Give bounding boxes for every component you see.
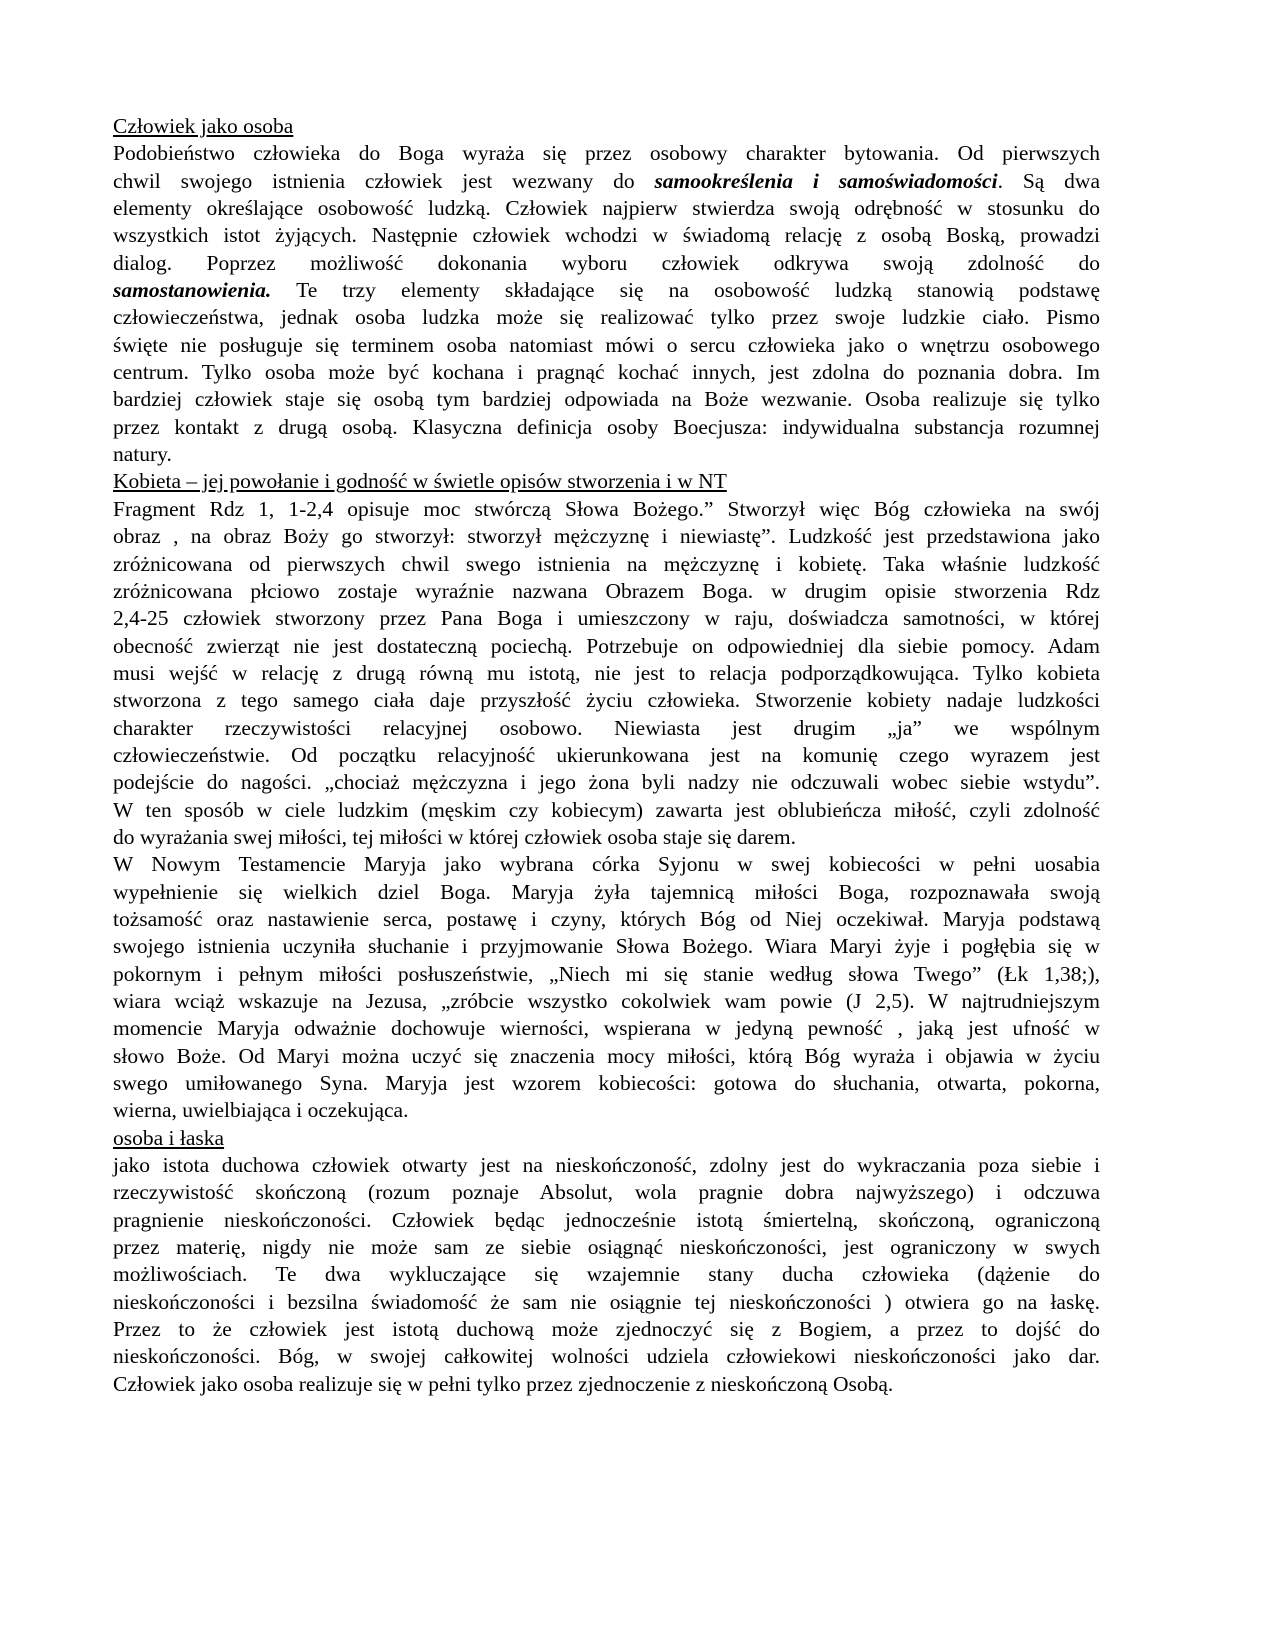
text-line: przez kontakt z drugą osobą. Klasyczna definicja osoby Boecjusza: indywidualna substancja rozumnej — [113, 414, 1100, 439]
text-line: słowo Boże. Od Maryi można uczyć się znaczenia mocy miłości, którą Bóg wyraża i objawia w życiu — [113, 1043, 1100, 1068]
text-line: swego umiłowanego Syna. Maryja jest wzorem kobiecości: gotowa do słuchania, otwarta, pokorna, — [113, 1071, 1100, 1096]
text-line: Fragment Rdz 1, 1-2,4 opisuje moc stwórczą Słowa Bożego.” Stworzył więc Bóg człowieka na swój — [113, 496, 1100, 521]
paragraph — [113, 851, 1100, 1124]
emphasized-term: samostanowienia. — [113, 278, 272, 303]
text-line: W ten sposób w ciele ludzkim (męskim czy kobiecym) zawarta jest oblubieńcza miłość, czyli zdolność — [113, 797, 1100, 822]
text-line: stworzona z tego samego ciała daje przyszłość życiu człowieka. Stworzenie kobiety nadaje ludzkości — [113, 688, 1100, 713]
text-line: tożsamość oraz nastawienie serca, postawę i czyny, których Bóg od Niej oczekiwał. Maryja podstawą — [113, 906, 1100, 931]
text-line: Przez to że człowiek jest istotą duchową może zjednoczyć się z Bogiem, a przez to dojść do — [113, 1317, 1100, 1342]
section-heading: Kobieta – jej powołanie i godność w świetle opisów stworzenia i w NT — [113, 469, 727, 494]
paragraph — [113, 1152, 1100, 1398]
text-line: dialog. Poprzez możliwość dokonania wyboru człowiek odkrywa swoją zdolność do — [113, 250, 1100, 275]
text-line: człowieczeństwie. Od początku relacyjność ukierunkowana jest na komunię czego wyrazem jest — [113, 742, 1100, 767]
text-line: człowieczeństwa, jednak osoba ludzka może się realizować tylko przez swoje ludzkie ciało. Pismo — [113, 305, 1100, 330]
document-section — [113, 468, 1100, 1124]
text-line: W Nowym Testamencie Maryja jako wybrana córka Syjonu w swej kobiecości w pełni uosabia — [113, 852, 1100, 877]
text-line: natury. — [113, 442, 172, 467]
text-line: musi wejść w relację z drugą równą mu istotą, nie jest to relacja podporządkowująca. Tylko kobieta — [113, 660, 1100, 685]
document-page — [113, 113, 1100, 1398]
text-run: chwil swojego istnienia człowiek jest wezwany do — [113, 168, 655, 193]
text-line: nieskończoności. Bóg, w swojej całkowitej wolności udziela człowiekowi nieskończoności jako dar. — [113, 1344, 1100, 1369]
text-line: pragnienie nieskończoności. Człowiek będąc jednocześnie istotą śmiertelną, skończoną, ograniczoną — [113, 1207, 1100, 1232]
text-line: wszystkich istot żyjących. Następnie człowiek wchodzi w świadomą relację z osobą Boską, prowadzi — [113, 223, 1100, 248]
text-line: Człowiek jako osoba realizuje się w pełni tylko przez zjednoczenie z nieskończoną Osobą. — [113, 1371, 894, 1396]
paragraph — [113, 496, 1100, 851]
text-line: możliwościach. Te dwa wykluczające się wzajemnie stany ducha człowieka (dążenie do — [113, 1262, 1100, 1287]
text-line: obraz , na obraz Boży go stworzył: stworzył mężczyznę i niewiastę”. Ludzkość jest przedstawiona jako — [113, 524, 1100, 549]
text-line: pokornym i pełnym miłości posłuszeństwie, „Niech mi się stanie według słowa Twego” (Łk 1,38;), — [113, 961, 1100, 986]
text-line: zróżnicowana od pierwszych chwil swego istnienia na mężczyznę i kobietę. Taka właśnie ludzkość — [113, 551, 1100, 576]
text-line: wypełnienie się wielkich dziel Boga. Maryja żyła tajemnicą miłości Boga, rozpoznawała swoją — [113, 879, 1100, 904]
document-section — [113, 113, 1100, 468]
text-line: wierna, uwielbiająca i oczekująca. — [113, 1098, 409, 1123]
text-line: jako istota duchowa człowiek otwarty jest na nieskończoność, zdolny jest do wykraczania poza siebie i — [113, 1153, 1100, 1178]
text-line: podejście do nagości. „chociaż mężczyzna i jego żona byli nadzy nie odczuwali wobec siebie wstydu”. — [113, 770, 1100, 795]
section-heading: osoba i łaska — [113, 1125, 225, 1150]
text-line: nieskończoności i bezsilna świadomość że sam nie osiągnie tej nieskończoności ) otwiera go na łaskę. — [113, 1289, 1100, 1314]
text-line: bardziej człowiek staje się osobą tym bardziej odpowiada na Boże wezwanie. Osoba realizuje się tylko — [113, 387, 1100, 412]
section-heading: Człowiek jako osoba — [113, 114, 294, 138]
text-line: 2,4-25 człowiek stworzony przez Pana Boga i umieszczony w raju, doświadcza samotności, w której — [113, 606, 1100, 631]
text-line: elementy określające osobowość ludzką. Człowiek najpierw stwierdza swoją odrębność w stosunku do — [113, 196, 1100, 221]
paragraph — [113, 140, 1100, 468]
document-section — [113, 1125, 1100, 1398]
text-line: przez materię, nigdy nie może sam ze siebie osiągnąć nieskończoności, jest ograniczony w swych — [113, 1235, 1100, 1260]
text-line: swojego istnienia uczyniła słuchanie i przyjmowanie Słowa Bożego. Wiara Maryi żyje i pogłębia się w — [113, 934, 1100, 959]
text-line: momencie Maryja odważnie dochowuje wierności, wspierana w jedyną pewność , jaką jest ufność w — [113, 1016, 1100, 1041]
text-line: obecność zwierząt nie jest dostateczną pociechą. Potrzebuje on odpowiedniej dla siebie pomocy. Adam — [113, 633, 1100, 658]
emphasized-term: samookreślenia i samoświadomości — [654, 168, 998, 193]
text-line: rzeczywistość skończoną (rozum poznaje Absolut, wola pragnie dobra najwyższego) i odczuwa — [113, 1180, 1100, 1205]
text-line: centrum. Tylko osoba może być kochana i pragnąć kochać innych, jest zdolna do poznania dobra. Im — [113, 360, 1100, 385]
text-line: zróżnicowana płciowo zostaje wyraźnie nazwana Obrazem Boga. w drugim opisie stworzenia Rdz — [113, 578, 1100, 603]
text-line: wiara wciąż wskazuje na Jezusa, „zróbcie wszystko cokolwiek wam powie (J 2,5). W najtrudniejszym — [113, 989, 1100, 1013]
text-line: święte nie posługuje się terminem osoba natomiast mówi o sercu człowieka jako o wnętrzu osobowego — [113, 332, 1100, 357]
text-run: . Są dwa — [997, 168, 1100, 193]
text-run: Te trzy elementy składające się na osobowość ludzką stanowią podstawę — [271, 278, 1100, 303]
text-line — [113, 168, 1100, 195]
text-line: do wyrażania swej miłości, tej miłości w której człowiek osoba staje się darem. — [113, 824, 797, 849]
text-line — [113, 277, 1100, 304]
text-line: charakter rzeczywistości relacyjnej osobowo. Niewiasta jest drugim „ja” we wspólnym — [113, 715, 1100, 740]
text-line: Podobieństwo człowieka do Boga wyraża się przez osobowy charakter bytowania. Od pierwszych — [113, 141, 1100, 166]
